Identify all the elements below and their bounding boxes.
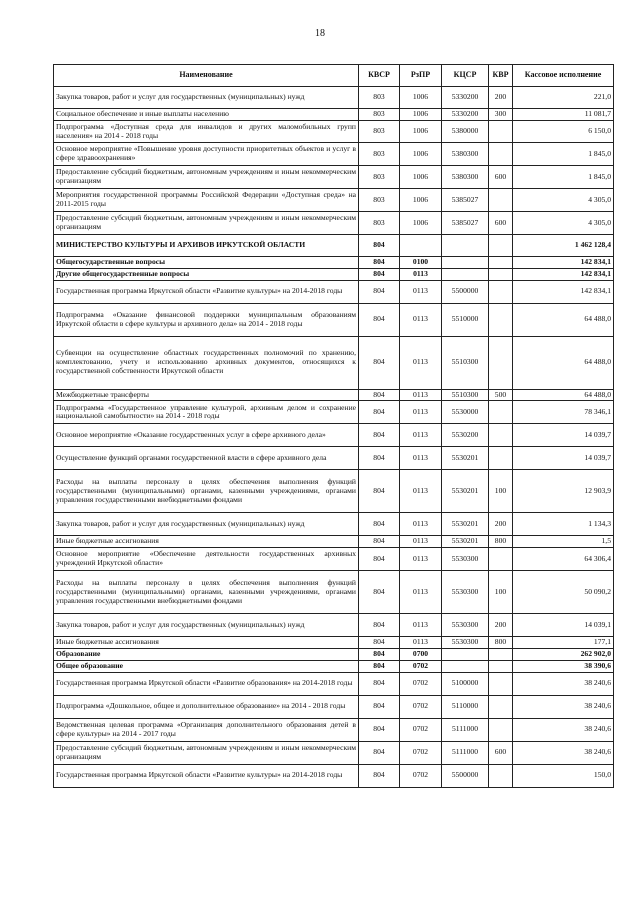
cell-amount: 142 834,1 [513, 257, 614, 269]
table-row [54, 695, 614, 718]
cell-kvr: 100 [489, 571, 513, 614]
table-row [54, 389, 614, 401]
table-row [54, 660, 614, 672]
cell-kvsr: 804 [359, 660, 400, 672]
cell-kvsr: 803 [359, 212, 400, 235]
cell-rzpr: 0702 [400, 660, 442, 672]
cell-name: Предоставление субсидий бюджетным, автономным учреждениям и иным некоммерческим организациям [54, 212, 359, 235]
cell-name: Основное мероприятие «Оказание государственных услуг в сфере архивного дела» [54, 424, 359, 447]
cell-kvr [489, 447, 513, 470]
cell-amount: 12 903,9 [513, 470, 614, 513]
cell-kvr: 200 [489, 87, 513, 109]
cell-kcsr: 5330200 [442, 109, 489, 121]
cell-rzpr: 0113 [400, 424, 442, 447]
cell-kvsr: 803 [359, 166, 400, 189]
cell-rzpr [400, 235, 442, 257]
cell-amount: 14 039,7 [513, 424, 614, 447]
cell-name: Социальное обеспечение и иные выплаты населению [54, 109, 359, 121]
cell-amount: 38 240,6 [513, 672, 614, 695]
cell-kvr [489, 695, 513, 718]
table-row [54, 424, 614, 447]
cell-kcsr: 5530200 [442, 424, 489, 447]
table-row [54, 121, 614, 143]
cell-kvr: 600 [489, 741, 513, 764]
cell-kcsr: 5530300 [442, 614, 489, 637]
cell-amount: 1,5 [513, 536, 614, 548]
cell-name: Закупка товаров, работ и услуг для государственных (муниципальных) нужд [54, 614, 359, 637]
cell-kcsr: 5100000 [442, 672, 489, 695]
cell-name: Предоставление субсидий бюджетным, автономным учреждениям и иным некоммерческим организациям [54, 741, 359, 764]
cell-amount: 1 845,0 [513, 143, 614, 166]
cell-kcsr: 5530201 [442, 470, 489, 513]
cell-name: Образование [54, 648, 359, 660]
cell-kvsr: 803 [359, 143, 400, 166]
cell-amount: 64 488,0 [513, 336, 614, 389]
cell-kvsr: 804 [359, 548, 400, 571]
header-kvsr: КВСР [359, 65, 400, 87]
cell-kcsr: 5110000 [442, 695, 489, 718]
cell-kvsr: 804 [359, 571, 400, 614]
cell-amount: 78 346,1 [513, 401, 614, 424]
cell-kcsr: 5510300 [442, 389, 489, 401]
cell-kcsr: 5530201 [442, 536, 489, 548]
cell-kcsr: 5385027 [442, 189, 489, 212]
cell-name: МИНИСТЕРСТВО КУЛЬТУРЫ И АРХИВОВ ИРКУТСКОЙ ОБЛАСТИ [54, 235, 359, 257]
cell-kvr [489, 401, 513, 424]
cell-kvsr: 804 [359, 614, 400, 637]
cell-rzpr: 0702 [400, 718, 442, 741]
cell-kvsr: 804 [359, 389, 400, 401]
cell-kvr [489, 235, 513, 257]
table-row [54, 166, 614, 189]
header-kcsr: КЦСР [442, 65, 489, 87]
table-row [54, 536, 614, 548]
header-rzpr: РзПР [400, 65, 442, 87]
cell-kvsr: 804 [359, 401, 400, 424]
cell-rzpr: 0113 [400, 280, 442, 303]
cell-amount: 262 902,0 [513, 648, 614, 660]
cell-kvsr: 803 [359, 189, 400, 212]
cell-rzpr: 0113 [400, 548, 442, 571]
cell-rzpr: 0113 [400, 336, 442, 389]
cell-kvsr: 804 [359, 303, 400, 336]
cell-rzpr: 0113 [400, 389, 442, 401]
table-row [54, 212, 614, 235]
cell-rzpr: 1006 [400, 121, 442, 143]
cell-kvr [489, 672, 513, 695]
cell-kcsr: 5510000 [442, 303, 489, 336]
cell-name: Предоставление субсидий бюджетным, автономным учреждениям и иным некоммерческим организациям [54, 166, 359, 189]
table-row [54, 280, 614, 303]
table-row [54, 87, 614, 109]
cell-kvr [489, 268, 513, 280]
cell-kcsr: 5385027 [442, 212, 489, 235]
cell-kcsr: 5380300 [442, 166, 489, 189]
cell-kcsr [442, 257, 489, 269]
cell-kvsr: 803 [359, 87, 400, 109]
cell-amount: 38 240,6 [513, 741, 614, 764]
cell-kvsr: 804 [359, 470, 400, 513]
cell-kvsr: 804 [359, 336, 400, 389]
cell-name: Расходы на выплаты персоналу в целях обеспечения выполнения функций государственными (муниципальными) органами, казенными учреждениями, органами управления государственными внебюджетными фондами [54, 470, 359, 513]
table-row [54, 637, 614, 649]
cell-kvr: 500 [489, 389, 513, 401]
cell-name: Закупка товаров, работ и услуг для государственных (муниципальных) нужд [54, 513, 359, 536]
cell-kvsr: 804 [359, 672, 400, 695]
cell-kvr [489, 303, 513, 336]
table-row [54, 447, 614, 470]
cell-kvsr: 803 [359, 121, 400, 143]
cell-kcsr: 5530300 [442, 548, 489, 571]
cell-name: Подпрограмма «Государственное управление культурой, архивным делом и сохранение национальной самобытности» на 2014 - 2018 годы [54, 401, 359, 424]
cell-kvsr: 804 [359, 424, 400, 447]
cell-amount: 150,0 [513, 764, 614, 787]
cell-kvsr: 804 [359, 257, 400, 269]
cell-kvr: 100 [489, 470, 513, 513]
cell-rzpr: 0113 [400, 268, 442, 280]
cell-kvsr: 804 [359, 536, 400, 548]
cell-kvr [489, 548, 513, 571]
cell-kcsr: 5530201 [442, 513, 489, 536]
cell-kvsr: 804 [359, 637, 400, 649]
cell-amount: 221,0 [513, 87, 614, 109]
cell-kvsr: 804 [359, 764, 400, 787]
table-row [54, 470, 614, 513]
cell-rzpr: 0113 [400, 637, 442, 649]
cell-rzpr: 0702 [400, 672, 442, 695]
cell-kcsr [442, 660, 489, 672]
cell-kcsr [442, 235, 489, 257]
cell-rzpr: 0113 [400, 447, 442, 470]
cell-kvr: 800 [489, 536, 513, 548]
cell-amount: 38 390,6 [513, 660, 614, 672]
table-row [54, 109, 614, 121]
cell-rzpr: 0702 [400, 764, 442, 787]
cell-kcsr: 5530300 [442, 571, 489, 614]
table-row [54, 257, 614, 269]
cell-amount: 14 039,1 [513, 614, 614, 637]
cell-kcsr: 5111000 [442, 741, 489, 764]
cell-kvr [489, 189, 513, 212]
cell-name: Ведомственная целевая программа «Организация дополнительного образования детей в сфере культуры» на 2014 - 2017 годы [54, 718, 359, 741]
table-row [54, 143, 614, 166]
cell-kvr [489, 280, 513, 303]
table-row [54, 672, 614, 695]
cell-amount: 50 090,2 [513, 571, 614, 614]
cell-kcsr: 5330200 [442, 87, 489, 109]
table-row [54, 189, 614, 212]
cell-name: Расходы на выплаты персоналу в целях обеспечения выполнения функций государственными (муниципальными) органами, казенными учреждениями, органами управления государственными внебюджетными фондами [54, 571, 359, 614]
table-row [54, 741, 614, 764]
header-amount: Кассовое исполнение [513, 65, 614, 87]
cell-rzpr: 0702 [400, 741, 442, 764]
cell-name: Подпрограмма «Дошкольное, общее и дополнительное образование» на 2014 - 2018 годы [54, 695, 359, 718]
cell-amount: 1 134,3 [513, 513, 614, 536]
cell-kvr: 800 [489, 637, 513, 649]
cell-kvr: 600 [489, 166, 513, 189]
cell-amount: 4 305,0 [513, 189, 614, 212]
cell-kvsr: 804 [359, 741, 400, 764]
cell-rzpr: 0702 [400, 695, 442, 718]
cell-name: Подпрограмма «Доступная среда для инвалидов и других маломобильных групп населения» на 2014 - 2018 годы [54, 121, 359, 143]
table-row [54, 235, 614, 257]
cell-amount: 11 081,7 [513, 109, 614, 121]
cell-kcsr [442, 648, 489, 660]
cell-amount: 177,1 [513, 637, 614, 649]
cell-kvr [489, 336, 513, 389]
cell-kcsr: 5380000 [442, 121, 489, 143]
cell-amount: 64 306,4 [513, 548, 614, 571]
cell-kvsr: 804 [359, 513, 400, 536]
table-header-row [54, 65, 614, 87]
cell-kvr [489, 660, 513, 672]
cell-rzpr: 1006 [400, 189, 442, 212]
cell-amount: 64 488,0 [513, 303, 614, 336]
cell-kvsr: 804 [359, 648, 400, 660]
cell-kvr [489, 718, 513, 741]
cell-amount: 1 845,0 [513, 166, 614, 189]
table-row [54, 303, 614, 336]
cell-rzpr: 0113 [400, 470, 442, 513]
cell-name: Иные бюджетные ассигнования [54, 637, 359, 649]
cell-name: Государственная программа Иркутской области «Развитие образования» на 2014-2018 годы [54, 672, 359, 695]
page-number: 18 [315, 28, 325, 39]
cell-amount: 4 305,0 [513, 212, 614, 235]
cell-rzpr: 1006 [400, 109, 442, 121]
table-row [54, 648, 614, 660]
cell-amount: 14 039,7 [513, 447, 614, 470]
cell-rzpr: 0113 [400, 303, 442, 336]
cell-kvsr: 804 [359, 695, 400, 718]
table-body [54, 87, 614, 788]
cell-rzpr: 1006 [400, 166, 442, 189]
cell-name: Общегосударственные вопросы [54, 257, 359, 269]
cell-kcsr: 5111000 [442, 718, 489, 741]
cell-kvsr: 804 [359, 447, 400, 470]
cell-name: Иные бюджетные ассигнования [54, 536, 359, 548]
cell-rzpr: 0113 [400, 614, 442, 637]
cell-kvr: 200 [489, 614, 513, 637]
cell-amount: 38 240,6 [513, 695, 614, 718]
table-row [54, 718, 614, 741]
cell-kvsr: 804 [359, 718, 400, 741]
cell-name: Государственная программа Иркутской области «Развитие культуры» на 2014-2018 годы [54, 764, 359, 787]
cell-name: Субвенции на осуществление областных государственных полномочий по хранению, комплектованию, учету и использованию архивных документов, относящихся к государственной собственности Иркутской области [54, 336, 359, 389]
cell-amount: 38 240,6 [513, 718, 614, 741]
cell-rzpr: 0113 [400, 571, 442, 614]
cell-kvsr: 804 [359, 235, 400, 257]
cell-name: Основное мероприятие «Обеспечение деятельности государственных архивных учреждений Иркутской области» [54, 548, 359, 571]
cell-amount: 1 462 128,4 [513, 235, 614, 257]
cell-kcsr: 5500000 [442, 764, 489, 787]
cell-kcsr: 5530300 [442, 637, 489, 649]
cell-kcsr [442, 268, 489, 280]
cell-kcsr: 5530000 [442, 401, 489, 424]
cell-rzpr: 1006 [400, 143, 442, 166]
table-row [54, 614, 614, 637]
cell-name: Осуществление функций органами государственной власти в сфере архивного дела [54, 447, 359, 470]
cell-kcsr: 5510300 [442, 336, 489, 389]
cell-name: Другие общегосударственные вопросы [54, 268, 359, 280]
cell-amount: 64 488,0 [513, 389, 614, 401]
cell-kvr [489, 121, 513, 143]
cell-name: Мероприятия государственной программы Российской Федерации «Доступная среда» на 2011-2015 годы [54, 189, 359, 212]
cell-kvr [489, 143, 513, 166]
cell-name: Основное мероприятие «Повышение уровня доступности приоритетных объектов и услуг в сфере здравоохранения» [54, 143, 359, 166]
cell-kvr: 200 [489, 513, 513, 536]
cell-kvsr: 803 [359, 109, 400, 121]
cell-kvsr: 804 [359, 268, 400, 280]
cell-kvr: 600 [489, 212, 513, 235]
header-kvr: КВР [489, 65, 513, 87]
table-row [54, 401, 614, 424]
header-name: Наименование [54, 65, 359, 87]
cell-kcsr: 5500000 [442, 280, 489, 303]
cell-kvsr: 804 [359, 280, 400, 303]
cell-kvr [489, 257, 513, 269]
table-row [54, 336, 614, 389]
table-row [54, 764, 614, 787]
cell-kvr: 300 [489, 109, 513, 121]
cell-amount: 142 834,1 [513, 280, 614, 303]
table-row [54, 268, 614, 280]
cell-kcsr: 5530201 [442, 447, 489, 470]
table-row [54, 571, 614, 614]
cell-name: Государственная программа Иркутской области «Развитие культуры» на 2014-2018 годы [54, 280, 359, 303]
budget-execution-table [53, 64, 614, 788]
cell-rzpr: 0113 [400, 401, 442, 424]
cell-kvr [489, 764, 513, 787]
cell-amount: 142 834,1 [513, 268, 614, 280]
cell-rzpr: 0100 [400, 257, 442, 269]
cell-rzpr: 1006 [400, 87, 442, 109]
cell-rzpr: 0113 [400, 536, 442, 548]
table-row [54, 548, 614, 571]
cell-kvr [489, 648, 513, 660]
cell-rzpr: 0700 [400, 648, 442, 660]
table-row [54, 513, 614, 536]
cell-name: Подпрограмма «Оказание финансовой поддержки муниципальным образованиям Иркутской области в сфере культуры и архивного дела» на 2014 - 2018 годы [54, 303, 359, 336]
cell-name: Общее образование [54, 660, 359, 672]
cell-amount: 6 150,0 [513, 121, 614, 143]
cell-rzpr: 1006 [400, 212, 442, 235]
cell-rzpr: 0113 [400, 513, 442, 536]
cell-name: Закупка товаров, работ и услуг для государственных (муниципальных) нужд [54, 87, 359, 109]
cell-kvr [489, 424, 513, 447]
cell-name: Межбюджетные трансферты [54, 389, 359, 401]
cell-kcsr: 5380300 [442, 143, 489, 166]
